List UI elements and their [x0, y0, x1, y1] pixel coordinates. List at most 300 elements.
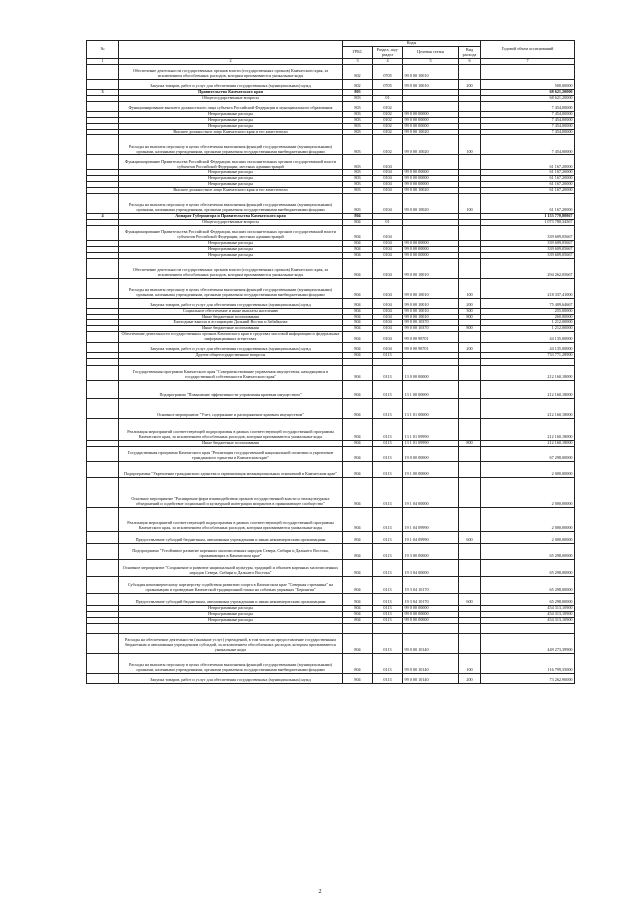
row-expense-type	[459, 576, 481, 593]
row-amount: 67 298,00000	[481, 446, 575, 461]
row-name: Расходы на выплаты персоналу в целях обеспечения выполнения функций государственными (муниципальными) органами, казенными учреждениями, органами управления государственными внебюджетными фондами	[119, 194, 343, 214]
row-section: 0104	[373, 240, 403, 246]
row-expense-type: 800	[459, 326, 481, 332]
row-amount: 339 609,05667	[481, 225, 575, 240]
row-grbs: 803	[343, 182, 373, 188]
table-row	[87, 194, 575, 214]
row-section: 0102	[373, 129, 403, 135]
row-number	[87, 653, 119, 673]
row-grbs: 803	[343, 188, 373, 194]
row-name: Расходы на обеспечение деятельности (оказание услуг) учреждений, в том числе на предоставление государственным бюджетным и автономным учреждениям субсидий, за исключением обособленных расходов, которым присваиваются уникальные коды	[119, 633, 343, 653]
row-section: 0102	[373, 111, 403, 117]
row-number	[87, 80, 119, 90]
row-name: Реализация мероприятий соответствующей подпрограммы в рамках соответствующей государственной программы Камчатского края, за исключением обособленных расходов, которым присваиваются уникальные коды	[119, 418, 343, 440]
row-number	[87, 343, 119, 353]
row-expense-type	[459, 365, 481, 380]
row-grbs: 804	[343, 308, 373, 314]
row-section: 0104	[373, 188, 403, 194]
row-grbs: 804	[343, 559, 373, 576]
row-number	[87, 531, 119, 543]
row-amount: 2 000,00000	[481, 531, 575, 543]
row-name: Общегосударственные вопросы	[119, 219, 343, 225]
row-grbs: 804	[343, 461, 373, 477]
row-name: Аппарат Губернатора и Правительства Камчатского края	[119, 214, 343, 220]
row-target-article: 19 3 04 10170	[403, 576, 459, 593]
row-name: Подпрограмма "Укрепление гражданского единства и гармонизация межнациональных отношений в Камчатском крае"	[119, 461, 343, 477]
row-section: 0104	[373, 155, 403, 170]
row-section: 0113	[373, 507, 403, 531]
row-amount: 7 454,00000	[481, 129, 575, 135]
row-grbs: 804	[343, 298, 373, 308]
table-row	[87, 101, 575, 111]
row-section: 0113	[373, 576, 403, 593]
row-name: Непрограммные расходы	[119, 617, 343, 623]
row-expense-type	[459, 380, 481, 398]
row-section: 0113	[373, 365, 403, 380]
row-amount: 61 167,20000	[481, 188, 575, 194]
row-section: 0104	[373, 314, 403, 320]
row-name: Закупка товаров, работ и услуг для обеспечения государственных (муниципальных) нужд	[119, 80, 343, 90]
row-grbs: 803	[343, 111, 373, 117]
row-amount: 218 337,41000	[481, 278, 575, 298]
row-target-article: 99 0 00 98701	[403, 343, 459, 353]
row-section: 0102	[373, 117, 403, 123]
row-amount: 733 771,28900	[481, 353, 575, 359]
row-amount: 500,00000	[481, 80, 575, 90]
row-section: 0113	[373, 543, 403, 559]
row-grbs: 804	[343, 326, 373, 332]
row-section: 0113	[373, 605, 403, 611]
row-target-article: 99 0 00 00000	[403, 252, 459, 258]
row-grbs: 803	[343, 90, 373, 96]
table-row	[87, 418, 575, 440]
row-target-article	[403, 155, 459, 170]
row-number	[87, 623, 119, 633]
row-grbs: 804	[343, 252, 373, 258]
page-number: 2	[318, 889, 322, 895]
row-target-article: 99 0 00 10140	[403, 653, 459, 673]
row-number	[87, 298, 119, 308]
table-row	[87, 477, 575, 507]
row-grbs: 804	[343, 605, 373, 611]
row-name: Другие общегосударственные вопросы	[119, 353, 343, 359]
table-row	[87, 65, 575, 80]
column-number: 4	[373, 59, 403, 65]
row-grbs: 804	[343, 246, 373, 252]
row-grbs: 802	[343, 80, 373, 90]
row-amount: 212 160,18000	[481, 398, 575, 418]
row-name: Непрограммные расходы	[119, 123, 343, 129]
table-row	[87, 673, 575, 683]
row-section: 0113	[373, 477, 403, 507]
row-number	[87, 477, 119, 507]
row-expense-type	[459, 101, 481, 111]
row-expense-type	[459, 623, 481, 633]
row-grbs: 803	[343, 129, 373, 135]
row-expense-type: 100	[459, 135, 481, 155]
row-amount: 68 621,20000	[481, 90, 575, 96]
row-amount: 449 273,39900	[481, 633, 575, 653]
budget-table-sheet	[86, 40, 574, 684]
row-number	[87, 194, 119, 214]
row-name: Предоставление субсидий бюджетным, автономным учреждениям и иным некоммерческим организациям	[119, 593, 343, 605]
row-target-article: 99 0 00 00000	[403, 182, 459, 188]
row-grbs: 804	[343, 343, 373, 353]
row-amount: 339 609,05667	[481, 252, 575, 258]
row-number	[87, 365, 119, 380]
row-expense-type: 200	[459, 343, 481, 353]
row-section: 0705	[373, 80, 403, 90]
row-name: Иные бюджетные ассигнования	[119, 440, 343, 446]
row-number: 3	[87, 90, 119, 96]
table-row	[87, 623, 575, 633]
table-row	[87, 398, 575, 418]
row-target-article: 13 1 00 00000	[403, 380, 459, 398]
row-amount: 65 298,00000	[481, 576, 575, 593]
table-row	[87, 135, 575, 155]
row-section: 0104	[373, 182, 403, 188]
row-number: 4	[87, 214, 119, 220]
row-name: Непрограммные расходы	[119, 117, 343, 123]
row-target-article: 99 0 00 10140	[403, 673, 459, 683]
row-section	[373, 623, 403, 633]
row-name: Основное мероприятие "Учет, содержание и распоряжение краевым имуществом"	[119, 398, 343, 418]
row-name: Подпрограмма "Повышение эффективности управления краевым имуществом"	[119, 380, 343, 398]
row-name: Иные бюджетные ассигнования	[119, 326, 343, 332]
row-section: 0104	[373, 225, 403, 240]
row-name: Непрограммные расходы	[119, 246, 343, 252]
table-row	[87, 343, 575, 353]
row-amount: 212 160,18000	[481, 440, 575, 446]
row-grbs: 804	[343, 611, 373, 617]
row-amount: 212 160,18000	[481, 365, 575, 380]
header-codes: Коды	[343, 41, 481, 47]
row-name: Закупка товаров, работ и услуг для обеспечения государственных (муниципальных) нужд	[119, 343, 343, 353]
row-name: Субсидия некоммерческому партнерству содействия развитию спорта в Камчатском крае "Северная стремнина" на организацию и проведение Камчатской традиционной гонки на собачьих упряжках "Берингия"	[119, 576, 343, 593]
row-expense-type	[459, 225, 481, 240]
row-expense-type: 800	[459, 314, 481, 320]
table-header	[87, 41, 575, 65]
row-name: Государственная программа Камчатского края "Реализация государственной национальной политики и укрепление гражданского единства в Камчатском крае"	[119, 446, 343, 461]
row-grbs: 804	[343, 258, 373, 278]
row-number	[87, 225, 119, 240]
row-amount: 61 167,20000	[481, 194, 575, 214]
row-expense-type: 300	[459, 308, 481, 314]
table-row	[87, 278, 575, 298]
row-section: 0104	[373, 194, 403, 214]
row-amount: 212 160,18000	[481, 418, 575, 440]
row-target-article: 99 0 00 10010	[403, 278, 459, 298]
row-amount: 65 298,00000	[481, 593, 575, 605]
row-expense-type: 100	[459, 278, 481, 298]
row-number	[87, 398, 119, 418]
row-section: 01	[373, 95, 403, 101]
row-number	[87, 673, 119, 683]
row-number	[87, 593, 119, 605]
row-section: 0104	[373, 176, 403, 182]
table-row	[87, 559, 575, 576]
row-amount: 65 298,00000	[481, 543, 575, 559]
row-amount: 44 135,00000	[481, 343, 575, 353]
row-amount: 454 313,10900	[481, 605, 575, 611]
row-section: 0113	[373, 446, 403, 461]
row-target-article: 19 3 04 00000	[403, 559, 459, 576]
row-section: 0113	[373, 353, 403, 359]
row-name: Функционирование Правительства Российской Федерации, высших исполнительных органов государственной власти субъектов Российской Федерации, местных администраций	[119, 225, 343, 240]
row-grbs	[343, 623, 373, 633]
row-grbs: 804	[343, 507, 373, 531]
row-grbs: 804	[343, 477, 373, 507]
row-name: Общегосударственные вопросы	[119, 95, 343, 101]
row-name: Основное мероприятие "Сохранение и развитие национальной культуры, традиций и обычаев коренных малочисленных народов Севера, Сибири и Дальнего Востока"	[119, 559, 343, 576]
row-number	[87, 543, 119, 559]
row-section: 01	[373, 219, 403, 225]
row-target-article: 99 0 00 00000	[403, 611, 459, 617]
row-expense-type	[459, 155, 481, 170]
table-row	[87, 543, 575, 559]
row-number	[87, 332, 119, 343]
row-grbs: 804	[343, 214, 373, 220]
row-grbs: 804	[343, 576, 373, 593]
table-row	[87, 593, 575, 605]
header-expense-type: Вид расхода	[459, 47, 481, 59]
row-expense-type	[459, 358, 481, 365]
row-expense-type	[459, 477, 481, 507]
row-amount: 2 000,00000	[481, 461, 575, 477]
row-name: Обеспечение деятельности государственных органов власти (государственных органов) Камчатского края, за исключением обособленных расходов, которым присваиваются уникальные коды	[119, 258, 343, 278]
row-expense-type: 200	[459, 673, 481, 683]
row-target-article: 99 0 00 10010	[403, 298, 459, 308]
row-amount: 1 153 770,80867	[481, 214, 575, 220]
row-target-article: 13 0 00 00000	[403, 365, 459, 380]
row-number	[87, 446, 119, 461]
row-name: Непрограммные расходы	[119, 111, 343, 117]
row-target-article: 13 1 01 09990	[403, 440, 459, 446]
row-target-article: 99 0 00 10010	[403, 314, 459, 320]
table-row	[87, 332, 575, 343]
row-grbs: 804	[343, 332, 373, 343]
column-number: 3	[343, 59, 373, 65]
row-expense-type: 600	[459, 593, 481, 605]
table-row	[87, 225, 575, 240]
row-expense-type: 200	[459, 80, 481, 90]
row-amount: 7 454,00000	[481, 117, 575, 123]
row-target-article: 99 0 00 00000	[403, 617, 459, 623]
row-number	[87, 135, 119, 155]
row-section: 0113	[373, 398, 403, 418]
row-grbs: 804	[343, 278, 373, 298]
row-amount: 7 454,00000	[481, 101, 575, 111]
row-section: 0113	[373, 611, 403, 617]
row-amount: 61 167,20000	[481, 170, 575, 176]
row-amount: 1 212,00000	[481, 326, 575, 332]
row-amount: 7 454,00000	[481, 111, 575, 117]
row-expense-type: 100	[459, 653, 481, 673]
row-target-article: 99 0 00 10010	[403, 308, 459, 314]
row-expense-type: 200	[459, 298, 481, 308]
row-target-article: 99 0 00 00000	[403, 117, 459, 123]
row-target-article: 99 0 00 10140	[403, 633, 459, 653]
header-section: Раздел, под-раздел	[373, 47, 403, 59]
row-number	[87, 258, 119, 278]
row-amount: 294 262,05667	[481, 258, 575, 278]
header-annual-amount: Годовой объем ассигнований	[481, 41, 575, 59]
row-expense-type: 800	[459, 440, 481, 446]
row-grbs: 804	[343, 633, 373, 653]
row-name: Закупка товаров, работ и услуг для обеспечения государственных (муниципальных) нужд	[119, 673, 343, 683]
row-amount: 7 454,00000	[481, 123, 575, 129]
row-expense-type	[459, 65, 481, 80]
row-section: 0113	[373, 673, 403, 683]
row-target-article: 99 0 00 10020	[403, 194, 459, 214]
row-grbs: 804	[343, 653, 373, 673]
row-grbs: 804	[343, 320, 373, 326]
row-number	[87, 559, 119, 576]
row-amount: 68 621,20000	[481, 95, 575, 101]
row-grbs: 804	[343, 543, 373, 559]
row-target-article: 99 0 00 10370	[403, 326, 459, 332]
row-number	[87, 358, 119, 365]
row-target-article: 13 1 01 00000	[403, 398, 459, 418]
row-name: Предоставление субсидий бюджетным, автономным учреждениям и иным некоммерческим организациям	[119, 531, 343, 543]
row-section: 0102	[373, 123, 403, 129]
row-grbs: 804	[343, 531, 373, 543]
row-name: Непрограммные расходы	[119, 605, 343, 611]
row-name: Ежегодные взносы в ассоциацию Дальний Восток и Забайкалье	[119, 320, 343, 326]
row-amount: 61 167,20000	[481, 182, 575, 188]
row-grbs: 804	[343, 219, 373, 225]
row-expense-type: 100	[459, 194, 481, 214]
row-amount: 454 313,10900	[481, 617, 575, 623]
row-name: Непрограммные расходы	[119, 611, 343, 617]
row-amount: 255,00000	[481, 308, 575, 314]
row-section: 0104	[373, 246, 403, 252]
column-number: 2	[119, 59, 343, 65]
row-target-article: 19 1 04 09990	[403, 507, 459, 531]
row-expense-type	[459, 559, 481, 576]
column-number: 1	[87, 59, 119, 65]
row-grbs: 804	[343, 314, 373, 320]
row-grbs: 803	[343, 117, 373, 123]
row-expense-type	[459, 633, 481, 653]
table-row	[87, 446, 575, 461]
row-amount: 1 212,00000	[481, 320, 575, 326]
row-amount: 75 409,64667	[481, 298, 575, 308]
row-section: 0102	[373, 101, 403, 111]
row-target-article: 19 1 04 09990	[403, 531, 459, 543]
row-section	[373, 358, 403, 365]
row-grbs: 804	[343, 446, 373, 461]
table-row	[87, 653, 575, 673]
row-target-article	[403, 225, 459, 240]
row-target-article: 99 0 00 10010	[403, 65, 459, 80]
row-number	[87, 507, 119, 531]
row-name: Функционирование Правительства Российской Федерации, высших исполнительных органов государственной власти субъектов Российской Федерации, местных администраций	[119, 155, 343, 170]
row-name: Реализация мероприятий соответствующей подпрограммы в рамках соответствующей государственной программы Камчатского края, за исключением обособленных расходов, которым присваиваются уникальные коды	[119, 507, 343, 531]
row-expense-type	[459, 507, 481, 531]
row-target-article: 99 0 00 00000	[403, 240, 459, 246]
row-target-article: 19 1 04 00000	[403, 477, 459, 507]
table-body	[87, 65, 575, 684]
row-name: Непрограммные расходы	[119, 182, 343, 188]
row-target-article: 99 0 00 10010	[403, 258, 459, 278]
table-row	[87, 531, 575, 543]
row-expense-type	[459, 258, 481, 278]
row-name: Обеспечение деятельности государственных органов власти (государственных органов) Камчатского края, за исключением обособленных расходов, которым присваиваются уникальные коды	[119, 65, 343, 80]
row-target-article: 19 1 00 00000	[403, 461, 459, 477]
row-target-article: 99 0 00 00000	[403, 123, 459, 129]
row-target-article: 13 1 01 09990	[403, 418, 459, 440]
row-grbs: 803	[343, 123, 373, 129]
row-target-article: 99 0 00 00000	[403, 176, 459, 182]
row-name: Высшее должностное лицо Камчатского края и его заместители	[119, 129, 343, 135]
row-section: 0113	[373, 461, 403, 477]
budget-table	[86, 40, 575, 684]
row-grbs: 804	[343, 380, 373, 398]
row-expense-type: 600	[459, 531, 481, 543]
row-target-article: 99 0 00 00000	[403, 170, 459, 176]
row-name	[119, 358, 343, 365]
header-name	[119, 41, 343, 59]
table-row	[87, 461, 575, 477]
row-amount: 260,00000	[481, 314, 575, 320]
row-number	[87, 101, 119, 111]
row-amount: 61 167,20000	[481, 155, 575, 170]
row-number	[87, 461, 119, 477]
row-section: 0104	[373, 320, 403, 326]
row-amount	[481, 623, 575, 633]
row-target-article: 19 3 04 10170	[403, 593, 459, 605]
row-grbs: 804	[343, 240, 373, 246]
row-amount: 454 313,10900	[481, 611, 575, 617]
row-section: 0104	[373, 170, 403, 176]
row-expense-type	[459, 446, 481, 461]
row-grbs: 803	[343, 95, 373, 101]
row-amount: 44 135,00000	[481, 332, 575, 343]
table-row	[87, 380, 575, 398]
row-number	[87, 278, 119, 298]
row-expense-type	[459, 543, 481, 559]
row-section: 0113	[373, 653, 403, 673]
row-amount: 2 000,00000	[481, 477, 575, 507]
row-amount: 65 298,00000	[481, 559, 575, 576]
row-target-article: 19 3 00 00000	[403, 543, 459, 559]
row-grbs: 804	[343, 353, 373, 359]
row-grbs: 804	[343, 617, 373, 623]
header-target-article: Целевая статья	[403, 47, 459, 59]
row-section: 0104	[373, 278, 403, 298]
column-number: 5	[403, 59, 459, 65]
row-amount: 116 799,35000	[481, 653, 575, 673]
row-grbs: 804	[343, 440, 373, 446]
table-row	[87, 258, 575, 278]
row-target-article	[403, 101, 459, 111]
row-section: 0102	[373, 135, 403, 155]
row-section: 0113	[373, 418, 403, 440]
row-amount: 339 609,05667	[481, 246, 575, 252]
row-section: 0113	[373, 617, 403, 623]
row-name: Социальное обеспечение и иные выплаты населению	[119, 308, 343, 314]
table-row	[87, 358, 575, 365]
row-grbs: 803	[343, 101, 373, 111]
row-name: Расходы на выплаты персоналу в целях обеспечения выполнения функций государственными (муниципальными) органами, казенными учреждениями, органами управления государственными внебюджетными фондами	[119, 278, 343, 298]
row-section: 0113	[373, 593, 403, 605]
table-row	[87, 633, 575, 653]
row-expense-type	[459, 461, 481, 477]
row-section: 0104	[373, 298, 403, 308]
row-amount: 73 262,90000	[481, 673, 575, 683]
row-grbs: 804	[343, 673, 373, 683]
